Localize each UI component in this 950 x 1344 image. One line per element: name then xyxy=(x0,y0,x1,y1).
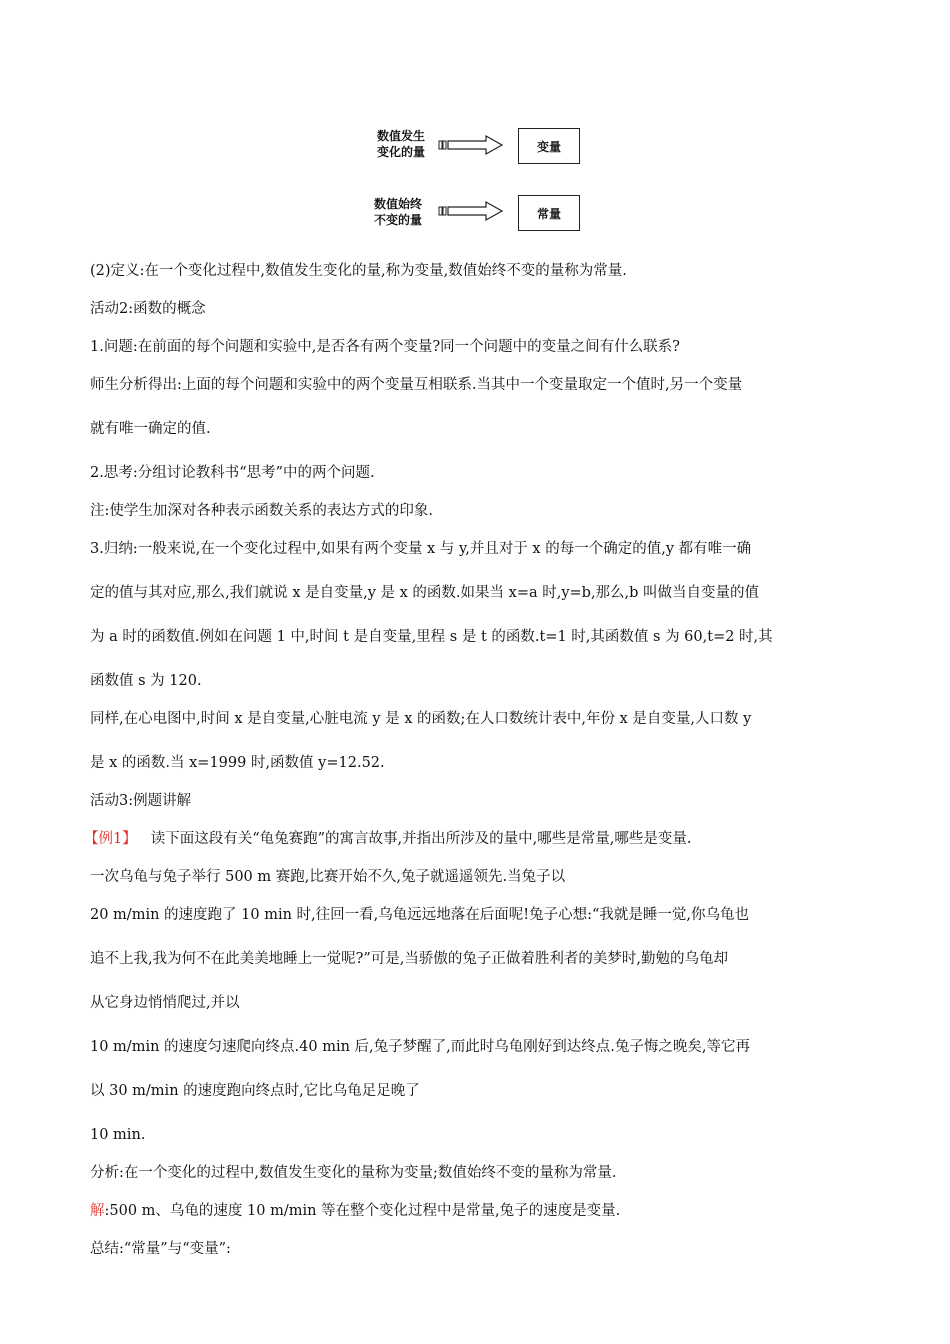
constant-box: 常量 xyxy=(518,195,580,231)
paragraph: 从它身边悄悄爬过,并以 xyxy=(90,995,240,1011)
paragraph: 注:使学生加深对各种表示函数关系的表达方式的印象. xyxy=(90,503,433,519)
paragraph: 分析:在一个变化的过程中,数值发生变化的量称为变量;数值始终不变的量称为常量. xyxy=(90,1165,617,1181)
paragraph: 一次乌龟与兔子举行 500 m 赛跑,比赛开始不久,兔子就遥遥领先.当兔子以 xyxy=(90,869,566,885)
paragraph: 就有唯一确定的值. xyxy=(90,421,211,437)
paragraph: 追不上我,我为何不在此美美地睡上一觉呢?”可是,当骄傲的兔子正做着胜利者的美梦时,勤勉的乌龟却 xyxy=(90,951,729,967)
paragraph: 1.问题:在前面的每个问题和实验中,是否各有两个变量?同一个问题中的变量之间有什么联系? xyxy=(90,339,680,355)
paragraph: (2)定义:在一个变化过程中,数值发生变化的量,称为变量,数值始终不变的量称为常量. xyxy=(90,263,627,279)
section-heading: 活动3:例题讲解 xyxy=(90,793,192,809)
paragraph: 师生分析得出:上面的每个问题和实验中的两个变量互相联系.当其中一个变量取定一个值时,另一个变量 xyxy=(90,377,743,393)
paragraph: 为 a 时的函数值.例如在问题 1 中,时间 t 是自变量,里程 s 是 t 的函数.t=1 时,其函数值 s 为 60,t=2 时,其 xyxy=(90,629,773,645)
paragraph: 同样,在心电图中,时间 x 是自变量,心脏电流 y 是 x 的函数;在人口数统计表中,年份 x 是自变量,人口数 y xyxy=(90,711,752,727)
solution-label: 解 xyxy=(90,1203,105,1219)
paragraph: 20 m/min 的速度跑了 10 min 时,往回一看,乌龟远远地落在后面呢!兔子心想:“我就是睡一觉,你乌龟也 xyxy=(90,907,749,923)
example-label: 【例1】 xyxy=(84,831,137,847)
paragraph: 以 30 m/min 的速度跑向终点时,它比乌龟足足晚了 xyxy=(90,1083,420,1099)
solution xyxy=(90,1192,870,1230)
document-body xyxy=(84,252,870,1268)
paragraph: 3.归纳:一般来说,在一个变化过程中,如果有两个变量 x 与 y,并且对于 x 的每一个确定的值,y 都有唯一确 xyxy=(90,541,752,557)
paragraph: 定的值与其对应,那么,我们就说 x 是自变量,y 是 x 的函数.如果当 x=a 时,y=b,那么,b 叫做当自变量的值 xyxy=(90,585,760,601)
diagram-label-variable: 数值发生 变化的量 xyxy=(376,129,425,159)
arrow-icon xyxy=(438,134,504,156)
example-question: 读下面这段有关“龟兔赛跑”的寓言故事,并指出所涉及的量中,哪些是常量,哪些是变量. xyxy=(150,831,692,847)
paragraph: 是 x 的函数.当 x=1999 时,函数值 y=12.52. xyxy=(90,755,385,771)
variable-box: 变量 xyxy=(518,128,580,164)
paragraph: 10 min. xyxy=(90,1127,146,1143)
concept-diagram xyxy=(0,0,950,240)
arrow-icon xyxy=(438,200,504,222)
diagram-label-constant: 数值始终 不变的量 xyxy=(373,197,422,227)
paragraph: 总结:“常量”与“变量”: xyxy=(90,1241,231,1257)
solution-text: :500 m、乌龟的速度 10 m/min 等在整个变化过程中是常量,兔子的速度是变量. xyxy=(104,1203,621,1219)
paragraph: 函数值 s 为 120. xyxy=(90,673,202,689)
example-heading xyxy=(84,820,870,858)
section-heading: 活动2:函数的概念 xyxy=(90,301,206,317)
paragraph: 2.思考:分组讨论教科书“思考”中的两个问题. xyxy=(90,465,375,481)
paragraph: 10 m/min 的速度匀速爬向终点.40 min 后,兔子梦醒了,而此时乌龟刚好到达终点.兔子悔之晚矣,等它再 xyxy=(90,1039,750,1055)
